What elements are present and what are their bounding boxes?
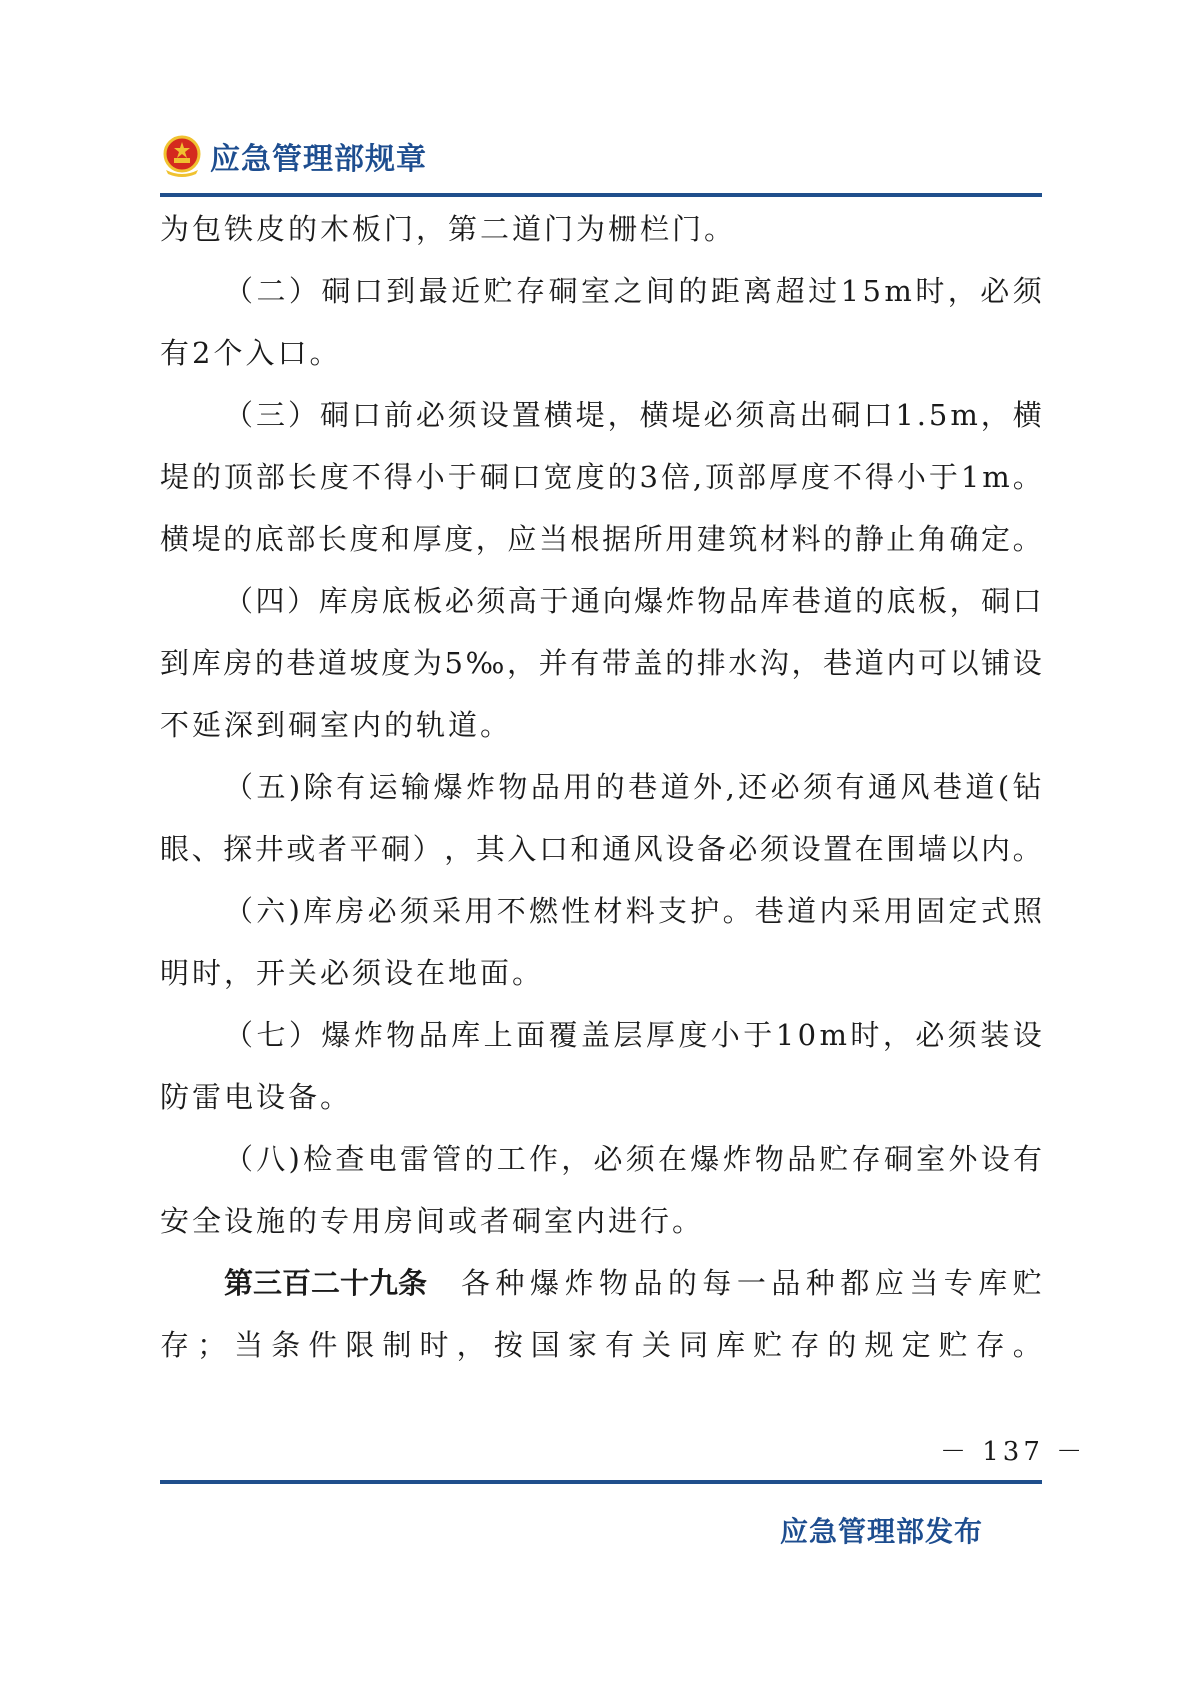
text-line: 有2个入口。: [160, 336, 342, 370]
article-number: 第三百二十九条: [224, 1266, 428, 1300]
text-line: 不延深到硐室内的轨道。: [160, 708, 513, 742]
text-line: 眼 、 探 井 或 者 平 硐 ） ， 其 入 口 和 通 风 设 备 必 须 设 置 在 围 墙 以 内 。: [160, 832, 1042, 866]
text-line: 到 库 房 的 巷 道 坡 度 为 5 ‰ ， 并 有 带 盖 的 排 水 沟 ， 巷 道 内 可 以 铺 设: [160, 646, 1042, 680]
text-line: 为包铁皮的木板门，第二道门为栅栏门。: [160, 212, 737, 246]
header-divider: [160, 193, 1042, 197]
page-header: [160, 128, 427, 184]
page-number: － 137 －: [940, 1437, 1087, 1467]
text-line: （ 八 ) 检 查 电 雷 管 的 工 作 ， 必 须 在 爆 炸 物 品 贮 存 硐 室 外 设 有: [224, 1142, 1042, 1176]
article-text: 各 种 爆 炸 物 品 的 每 一 品 种 都 应 当 专 库 贮: [461, 1266, 1042, 1300]
footer-divider: [160, 1480, 1042, 1484]
document-body: [160, 198, 1042, 1376]
text-line: （ 七 ） 爆 炸 物 品 库 上 面 覆 盖 层 厚 度 小 于 1 0 m 时 ， 必 须 装 设: [224, 1018, 1042, 1052]
text-line: （ 三 ） 硐 口 前 必 须 设 置 横 堤 ， 横 堤 必 须 高 出 硐 口 1 . 5 m ， 横: [224, 398, 1042, 432]
article-first-line: [160, 1252, 1042, 1314]
text-line: 存 ； 当 条 件 限 制 时 ， 按 国 家 有 关 同 库 贮 存 的 规 定 贮 存 。: [160, 1328, 1042, 1362]
text-line: 防雷电设备。: [160, 1080, 353, 1114]
text-line: 横 堤 的 底 部 长 度 和 厚 度 ， 应 当 根 据 所 用 建 筑 材 料 的 静 止 角 确 定 。: [160, 522, 1042, 556]
text-line: 明时，开关必须设在地面。: [160, 956, 545, 990]
national-emblem-icon: [160, 134, 204, 178]
text-line: （ 四 ） 库 房 底 板 必 须 高 于 通 向 爆 炸 物 品 库 巷 道 的 底 板 ， 硐 口: [224, 584, 1042, 618]
footer-publisher: 应急管理部发布: [780, 1515, 984, 1548]
header-title: 应急管理部规章: [210, 142, 427, 177]
text-line: 安全设施的专用房间或者硐室内进行。: [160, 1204, 705, 1238]
text-line: （ 五 ) 除 有 运 输 爆 炸 物 品 用 的 巷 道 外 , 还 必 须 有 通 风 巷 道 ( 钻: [224, 770, 1042, 804]
text-line: 堤 的 顶 部 长 度 不 得 小 于 硐 口 宽 度 的 3 倍 , 顶 部 厚 度 不 得 小 于 1 m 。: [160, 460, 1042, 494]
text-line: （ 六 ) 库 房 必 须 采 用 不 燃 性 材 料 支 护 。 巷 道 内 采 用 固 定 式 照: [224, 894, 1042, 928]
text-line: （ 二 ） 硐 口 到 最 近 贮 存 硐 室 之 间 的 距 离 超 过 1 5 m 时 ， 必 须: [224, 274, 1042, 308]
